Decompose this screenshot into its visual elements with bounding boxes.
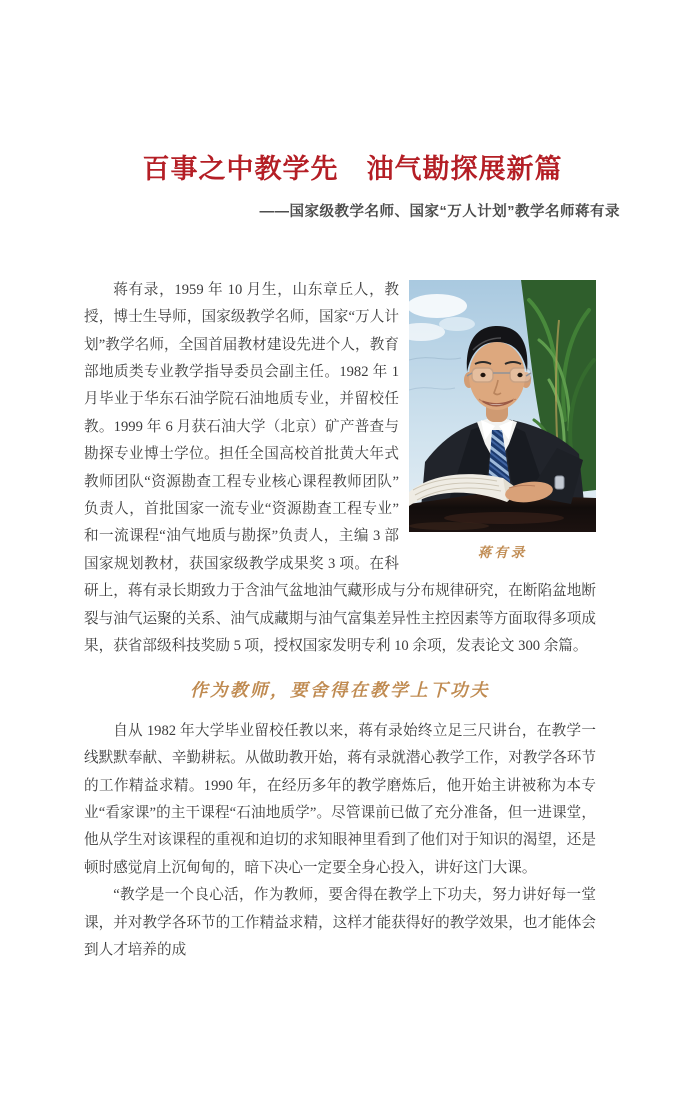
body-paragraph-1: 自从 1982 年大学毕业留校任教以来，蒋有录始终立足三尺讲台，在教学一线默默奉献、辛勤耕耘。从做助教开始，蒋有录就潜心教学工作，对教学各环节的工作精益求精。1990 年，在经历多年的教学磨炼后，他开始主讲被称为本专业“看家课”的主干课程“石油地质学”。尽管课前已做了充分准备，但一进课堂，他从学生对该课程的重视和迫切的求知眼神里看到了他们对于知识的渴望，还是顿时感觉肩上沉甸甸的，暗下决心一定要全身心投入，讲好这门大课。 <box>84 722 596 876</box>
section-heading: 作为教师，要舍得在教学上下功夫 <box>190 680 490 701</box>
document-page <box>0 153 680 1098</box>
portrait-photo <box>409 280 596 532</box>
body-paragraph-2: “教学是一个良心活，作为教师，要舍得在教学上下功夫，努力讲好每一堂课，并对教学各环节的工作精益求精，这样才能获得好的教学效果，也才能体会到人才培养的成 <box>84 887 596 959</box>
portrait-figure <box>409 280 596 566</box>
intro-paragraph: 蒋有录，1959 年 10 月生，山东章丘人，教授，博士生导师，国家级教学名师，国家“万人计划”教学名师，全国首届教材建设先进个人，教育部地质类专业教学指导委员会副主任。1982 年 1 月毕业于华东石油学院石油地质专业，并留校任教。1999 年 6 月获石油大学（北京）矿产普查与勘探专业博士学位。担任全国高校首批黄大年式教师团队“资源勘查工程专业核心课程教师团队”负责人，首批国家一流专业“资源勘查工程专业”和一流课程“油气地质与勘探”负责人，主编 3 部国家规划教材，获国家级教学成果奖 3 项。在科研上，蒋有录长期致力于含油气盆地油气藏形成与分布规律研究，在断陷盆地断裂与油气运聚的关系、油气成藏期与油气富集差异性主控因素等方面取得多项成果，获省部级科技奖励 5 项，授权国家发明专利 10 余项，发表论文 300 余篇。 <box>84 281 596 655</box>
photo-caption: 蒋有录 <box>477 544 528 560</box>
article-title: 百事之中教学先 油气勘探展新篇 <box>142 154 563 184</box>
article-subtitle: ——国家级教学名师、国家“万人计划”教学名师蒋有录 <box>259 203 620 220</box>
article-body <box>84 277 596 965</box>
